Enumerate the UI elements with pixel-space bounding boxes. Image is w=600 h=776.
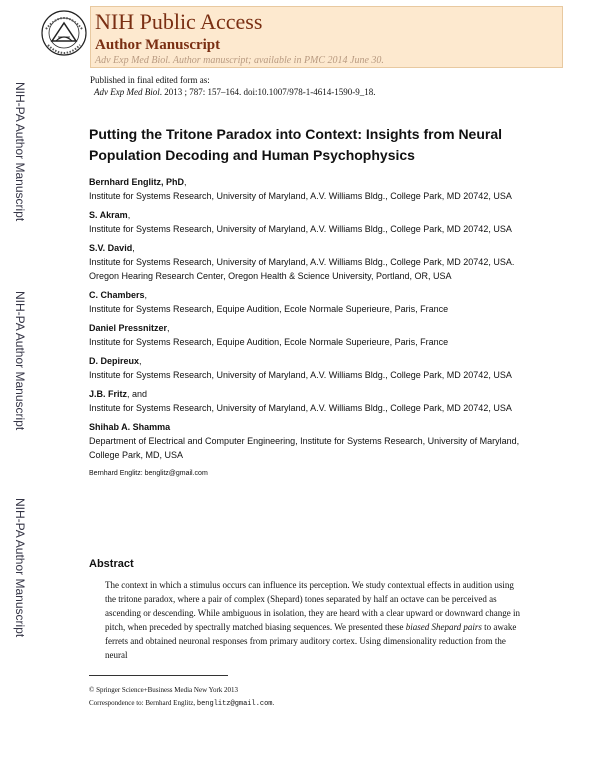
article-title: Putting the Tritone Paradox into Context: Insights from Neural Population Decoding and Human Psychophysics [89,126,503,163]
author-entry [89,354,529,382]
abstract-text-part: to awake ferrets and obtained neuronal responses from primary auditory cortex. Using dimensionality reduction from the neural [105,622,517,660]
nih-seal-logo [40,3,88,67]
author-entry [89,241,529,283]
author-name: J.B. Fritz [89,389,128,399]
correspondence-end: . [272,699,275,707]
author-affiliation: Institute for Systems Research, University of Maryland, A.V. Williams Bldg., College Park, MD 20742, USA [89,191,512,201]
author-affiliation: Department of Electrical and Computer Engineering, Institute for Systems Research, University of Maryland, College Park, MD, USA [89,436,520,460]
journal-name: Adv Exp Med Biol [94,87,160,97]
author-name: Daniel Pressnitzer [89,323,168,333]
sidebar-label-top: NIH-PA Author Manuscript [13,82,27,222]
publication-info [90,74,375,98]
sidebar-label-middle: NIH-PA Author Manuscript [13,291,27,431]
author-affiliation: Institute for Systems Research, University of Maryland, A.V. Williams Bldg., College Park, MD 20742, USA [89,224,512,234]
author-name: Bernhard Englitz, PhD [89,177,185,187]
footnote-divider [89,675,228,676]
author-entry [89,208,529,236]
author-affiliation: Institute for Systems Research, University of Maryland, A.V. Williams Bldg., College Park, MD 20742, USA [89,403,512,413]
abstract-text-part: The context in which a stimulus occurs can influence its perception. We study contextual effects in audition using the tritone paradox, where a pair of complex (Shepard) tones separated by half an octave can be perceived as ascending or descending. While ambiguous in isolation, they are heard with a clear upward or downward change in pitch, when preceded by spectrally matched biasing sequences. We presented these [105,580,520,632]
author-entry [89,175,529,203]
banner-subtitle: Author Manuscript [95,37,221,53]
author-affiliation: Institute for Systems Research, University of Maryland, A.V. Williams Bldg., College Park, MD 20742, USA. Oregon Hearing Research Center, Oregon Health & Science University, Portland, OR, USA [89,257,515,281]
author-name: S.V. David [89,243,133,253]
author-separator: , and [127,389,148,399]
author-affiliation: Institute for Systems Research, University of Maryland, A.V. Williams Bldg., College Park, MD 20742, USA [89,370,512,380]
author-separator: , [144,290,148,300]
publication-citation [90,86,375,98]
nih-public-access-banner [90,6,563,68]
correspondence-email: benglitz@gmail.com [196,700,273,708]
author-separator: , [139,356,142,366]
author-entry [89,321,529,349]
footnotes [89,684,274,711]
abstract-italic-term: biased Shepard pairs [405,622,482,632]
author-separator: , [132,243,135,253]
author-name: C. Chambers [89,290,145,300]
author-affiliation: Institute for Systems Research, Equipe Audition, Ecole Normale Superieure, Paris, France [89,337,449,347]
sidebar-label-bottom: NIH-PA Author Manuscript [13,498,27,638]
abstract-text [105,578,520,662]
author-entry [89,420,529,462]
author-separator: , [167,323,170,333]
author-name: D. Depireux [89,356,140,366]
copyright-notice: © Springer Science+Business Media New York 2013 [89,686,239,694]
author-name: Shihab A. Shamma [89,422,171,432]
author-separator: , [127,210,131,220]
author-entry [89,288,529,316]
citation-details: . 2013 ; 787: 157–164. doi:10.1007/978-1-4614-1590-9_18. [159,87,376,97]
contact-email: Bernhard Englitz: benglitz@gmail.com [89,470,208,477]
abstract-heading: Abstract [89,558,134,570]
author-affiliation: Institute for Systems Research, Equipe Audition, Ecole Normale Superieure, Paris, France [89,304,449,314]
banner-journal-line: Adv Exp Med Biol. Author manuscript; available in PMC 2014 June 30. [95,55,384,66]
author-list [89,175,529,481]
correspondence-label: Correspondence to: Bernhard Englitz, [89,699,197,707]
correspondence-line [89,697,274,711]
author-entry [89,387,529,415]
author-name: S. Akram [89,210,128,220]
banner-title: NIH Public Access [95,9,263,34]
author-separator: , [184,177,187,187]
published-label: Published in final edited form as: [90,75,210,85]
